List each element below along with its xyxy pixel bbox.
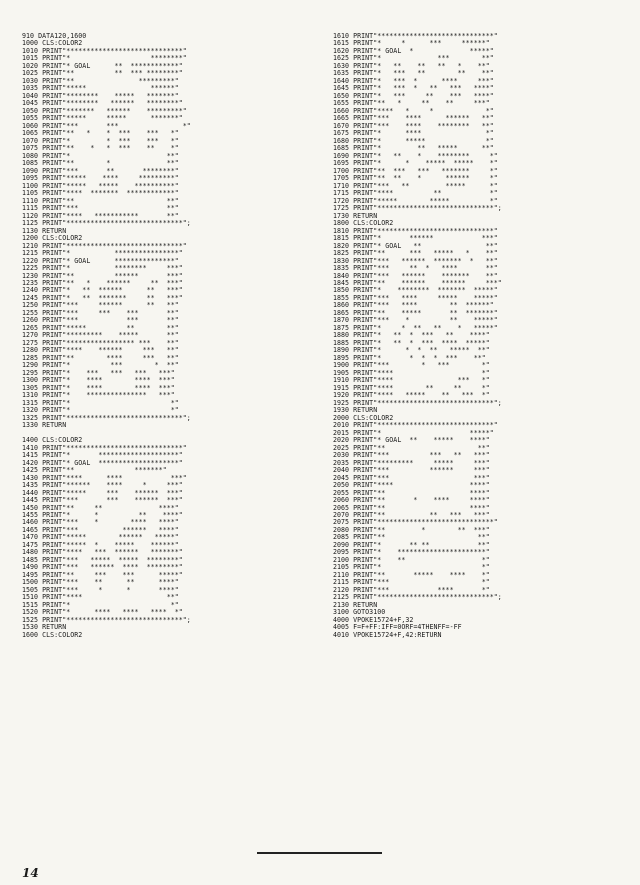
code-line: 1825 PRINT"** *** ***** * **"	[333, 249, 498, 258]
code-line: 1435 PRINT"****** **** * ***"	[22, 481, 183, 490]
code-line: 1010 PRINT"*****************************"	[22, 46, 187, 55]
code-line: 1470 PRINT"***** ****** *****"	[22, 533, 179, 542]
code-line: 1015 PRINT"* ********"	[22, 54, 187, 63]
code-line: 2130 RETURN	[333, 600, 378, 609]
code-line: 1225 PRINT"* ******** ***"	[22, 264, 183, 273]
code-line: 2080 PRINT"** * ** ***"	[333, 525, 490, 534]
code-line: 1730 RETURN	[333, 211, 378, 220]
code-line: 1325 PRINT"*****************************";	[22, 413, 191, 422]
code-line: 1680 PRINT"* ***** *"	[333, 136, 494, 145]
code-line: 1220 PRINT"* GOAL ***************"	[22, 256, 179, 265]
code-line: 2020 PRINT"* GOAL ** ***** ****"	[333, 436, 490, 445]
code-line: 1485 PRINT"*** ***** ***** ********"	[22, 555, 183, 564]
code-line: 1530 RETURN	[22, 623, 67, 632]
code-line: 1315 PRINT"* *"	[22, 398, 179, 407]
code-line: 1710 PRINT"*** ** ***** *"	[333, 181, 498, 190]
code-line: 1920 PRINT"**** ***** ** *** *"	[333, 391, 490, 400]
code-line: 1675 PRINT"* **** *"	[333, 129, 494, 138]
code-line: 1700 PRINT"** *** *** ******* *"	[333, 166, 498, 175]
code-line: 1650 PRINT"* *** ** *** ****"	[333, 91, 494, 100]
code-line: 1830 PRINT"*** ****** ******* * **"	[333, 256, 498, 265]
code-line: 1040 PRINT"******** ***** *******"	[22, 91, 179, 100]
code-line: 1050 PRINT"******* ****** *********"	[22, 106, 187, 115]
code-line: 1265 PRINT"***** ** **"	[22, 323, 179, 332]
code-line: 1330 RETURN	[22, 421, 67, 430]
code-line: 3100 GOTO3100	[333, 608, 386, 617]
code-line: 1440 PRINT"***** *** ****** ***"	[22, 488, 183, 497]
code-line: 2010 PRINT"*****************************"	[333, 421, 498, 430]
code-line: 1800 CLS:COLOR2	[333, 219, 394, 228]
code-line: 2090 PRINT"* ** ** **"	[333, 540, 490, 549]
code-line: 1400 CLS:COLOR2	[22, 436, 83, 445]
code-line: 1210 PRINT"*****************************"	[22, 241, 187, 250]
code-line: 1835 PRINT"*** ** * **** **"	[333, 264, 498, 273]
code-line: 2035 PRINT"********* ***** ***"	[333, 458, 490, 467]
code-line: 1215 PRINT"* ****************"	[22, 249, 183, 258]
code-line: 2120 PRINT"*** **** *"	[333, 585, 490, 594]
code-line: 1510 PRINT"**** **"	[22, 593, 179, 602]
code-line: 1045 PRINT"******** ****** ********"	[22, 99, 183, 108]
code-line: 1255 PRINT"*** *** *** **"	[22, 308, 179, 317]
code-line: 1820 PRINT"* GOAL ** **"	[333, 241, 498, 250]
code-line: 1645 PRINT"* *** * ** *** ****"	[333, 84, 494, 93]
code-line: 1125 PRINT"*****************************";	[22, 219, 191, 228]
code-line: 1090 PRINT"*** ** ********"	[22, 166, 179, 175]
code-line: 1075 PRINT"** * * *** ** *"	[22, 144, 179, 153]
code-line: 1525 PRINT"*****************************";	[22, 615, 191, 624]
code-line: 1625 PRINT"* *** **"	[333, 54, 494, 63]
code-line: 1845 PRINT"** ****** ****** ***"	[333, 278, 502, 287]
code-line: 1640 PRINT"* *** * **** ***"	[333, 76, 494, 85]
code-line: 1910 PRINT"**** *** *"	[333, 376, 490, 385]
code-line: 1120 PRINT"**** *********** **"	[22, 211, 179, 220]
code-line: 1245 PRINT"* ** ******* ** ***"	[22, 293, 183, 302]
code-line: 1420 PRINT"* GOAL ********************"	[22, 458, 183, 467]
code-line: 1865 PRINT"** ***** ** *******"	[333, 308, 498, 317]
code-line: 1490 PRINT"*** ****** **** ********"	[22, 563, 183, 572]
footer-rule	[257, 852, 382, 854]
code-line: 1860 PRINT"*** **** ** ******"	[333, 301, 494, 310]
code-line: 1295 PRINT"* *** *** *** ***"	[22, 368, 175, 377]
code-line: 4000 VPOKE15724+F,32	[333, 615, 414, 624]
code-line: 1130 RETURN	[22, 226, 67, 235]
code-line: 1065 PRINT"** * * *** *** *"	[22, 129, 179, 138]
code-line: 1890 PRINT"* * * ** ***** **"	[333, 346, 490, 355]
code-line: 1430 PRINT"**** **** ***"	[22, 473, 187, 482]
code-line: 1270 PRINT"********* ***** **"	[22, 331, 179, 340]
code-line: 1285 PRINT"** **** *** **"	[22, 353, 179, 362]
code-line: 1415 PRINT"* ********************"	[22, 451, 183, 460]
code-line: 1615 PRINT"* * *** ******"	[333, 39, 490, 48]
page-number: 14	[22, 866, 39, 880]
code-line: 2045 PRINT"*** ***"	[333, 473, 490, 482]
code-line: 2105 PRINT"* *"	[333, 563, 490, 572]
code-line: 2065 PRINT"** ****"	[333, 503, 490, 512]
code-line: 1715 PRINT"**** ** *"	[333, 189, 498, 198]
code-line: 1450 PRINT"** ** ****"	[22, 503, 179, 512]
code-line: 1600 CLS:COLOR2	[22, 630, 83, 639]
code-line: 1200 CLS:COLOR2	[22, 234, 83, 243]
code-line: 1020 PRINT"* GOAL ** ************"	[22, 61, 183, 70]
code-line: 1035 PRINT"***** ******"	[22, 84, 179, 93]
code-line: 1445 PRINT"*** *** ****** ***"	[22, 496, 183, 505]
code-line: 1505 PRINT"*** * * ****"	[22, 585, 179, 594]
code-line: 1520 PRINT"* **** **** **** *"	[22, 608, 183, 617]
code-line: 1070 PRINT"* * *** *** *"	[22, 136, 179, 145]
code-line: 2115 PRINT"*** *"	[333, 578, 490, 587]
code-line: 2055 PRINT"** ****"	[333, 488, 490, 497]
code-line: 1885 PRINT"* ** * *** **** *****"	[333, 338, 490, 347]
code-line: 2100 PRINT"* ** *"	[333, 555, 490, 564]
code-line: 1900 PRINT"*** * *** *"	[333, 361, 490, 370]
code-line: 1410 PRINT"*****************************"	[22, 443, 187, 452]
code-line: 1110 PRINT"** **"	[22, 196, 179, 205]
code-line: 1085 PRINT"** * **"	[22, 159, 179, 168]
code-line: 1055 PRINT"***** ***** *******"	[22, 114, 183, 123]
code-line: 1925 PRINT"*****************************";	[333, 398, 502, 407]
code-line: 1250 PRINT"*** ****** ** **"	[22, 301, 179, 310]
code-line: 1300 PRINT"* **** **** ***"	[22, 376, 175, 385]
code-line: 1500 PRINT"*** ** ** ****"	[22, 578, 179, 587]
code-line: 1275 PRINT"***************** *** **"	[22, 338, 179, 347]
code-line: 1230 PRINT"** ****** ***"	[22, 271, 183, 280]
code-line: 1460 PRINT"*** * **** ****"	[22, 518, 179, 527]
code-line: 910 DATA120,1600	[22, 32, 87, 40]
code-line: 1480 PRINT"**** *** ****** *******"	[22, 548, 183, 557]
code-line: 1690 PRINT"* ** * ******** *"	[333, 151, 498, 160]
code-line: 1720 PRINT"***** ***** *"	[333, 196, 498, 205]
code-line: 1305 PRINT"* **** **** ***"	[22, 383, 175, 392]
code-line: 1115 PRINT"*** **"	[22, 204, 179, 213]
code-line: 2030 PRINT"*** *** ** ***"	[333, 451, 490, 460]
code-line: 1080 PRINT"* **"	[22, 151, 179, 160]
code-line: 1280 PRINT"**** ****** *** **"	[22, 346, 179, 355]
code-line: 1880 PRINT"* ** * *** ** ****"	[333, 331, 490, 340]
code-line: 1235 PRINT"** * ****** ** ***"	[22, 278, 183, 287]
code-line: 1870 PRINT"*** * ** *****"	[333, 316, 498, 325]
code-line: 1095 PRINT"***** **** *********"	[22, 174, 179, 183]
code-line: 2060 PRINT"** * **** ****"	[333, 496, 490, 505]
code-line: 1895 PRINT"* * * * *** **"	[333, 353, 486, 362]
code-line: 1290 PRINT"* *** * **"	[22, 361, 179, 370]
code-line: 1670 PRINT"*** **** ******** **"	[333, 121, 494, 130]
code-line: 2075 PRINT"*****************************"	[333, 518, 498, 527]
code-line: 2050 PRINT"**** ****"	[333, 481, 490, 490]
code-line: 1630 PRINT"* ** ** ** * **"	[333, 61, 490, 70]
code-line: 1610 PRINT"*****************************"	[333, 32, 498, 40]
code-line: 1025 PRINT"** ** *** ********"	[22, 69, 183, 78]
code-line: 1930 RETURN	[333, 406, 378, 415]
code-line: 1240 PRINT"* ** ****** ** ***"	[22, 286, 183, 295]
code-line: 1695 PRINT"* * ***** ***** *"	[333, 159, 498, 168]
code-line: 1495 PRINT"** *** *** *****"	[22, 570, 183, 579]
code-line: 1310 PRINT"* *************** ***"	[22, 391, 175, 400]
code-line: 1905 PRINT"**** *"	[333, 368, 490, 377]
code-line: 1465 PRINT"*** ****** ****"	[22, 525, 179, 534]
code-line: 1515 PRINT"* *"	[22, 600, 179, 609]
code-line: 1635 PRINT"* *** ** ** **"	[333, 69, 494, 78]
code-line: 1705 PRINT"** ** * ****** *"	[333, 174, 498, 183]
code-line: 1425 PRINT"** *******"	[22, 466, 167, 475]
code-line: 1030 PRINT"** *********"	[22, 76, 179, 85]
code-line: 1000 CLS:COLOR2	[22, 39, 83, 48]
listing-column-right	[333, 33, 502, 639]
code-line: 1660 PRINT"**** * * *"	[333, 106, 494, 115]
code-line: 1685 PRINT"* ** ***** **"	[333, 144, 494, 153]
code-line: 1840 PRINT"*** ****** ******* **"	[333, 271, 498, 280]
code-line: 2000 CLS:COLOR2	[333, 413, 394, 422]
code-line: 1810 PRINT"*****************************"	[333, 226, 498, 235]
code-line: 4010 VPOKE15724+F,42:RETURN	[333, 630, 442, 639]
code-line: 2040 PRINT"*** ****** ***"	[333, 466, 490, 475]
code-line: 1320 PRINT"* *"	[22, 406, 179, 415]
code-line: 2085 PRINT"** **"	[333, 533, 490, 542]
code-line: 1100 PRINT"***** ***** **********"	[22, 181, 179, 190]
code-line: 1260 PRINT"*** *** **"	[22, 316, 179, 325]
code-line: 2125 PRINT"*****************************";	[333, 593, 502, 602]
code-line: 4005 F=F+FF:IFF=0ORF=4THENFF=-FF	[333, 623, 462, 632]
code-line: 2015 PRINT"* *****"	[333, 428, 494, 437]
code-line: 1455 PRINT"* * ** ****"	[22, 511, 183, 519]
code-line: 2025 PRINT"** **"	[333, 443, 490, 452]
code-line: 1725 PRINT"*****************************";	[333, 204, 502, 213]
code-line: 1060 PRINT"*** *** *"	[22, 121, 191, 130]
code-line: 1855 PRINT"*** **** ***** *****"	[333, 293, 498, 302]
code-line: 1665 PRINT"*** **** ****** **"	[333, 114, 494, 123]
code-line: 1875 PRINT"* * ** ** * *****"	[333, 323, 498, 332]
code-line: 1850 PRINT"* ******** ******* *****"	[333, 286, 498, 295]
code-line: 1915 PRINT"**** ** ** *"	[333, 383, 490, 392]
code-line: 2095 PRINT"* **********************"	[333, 548, 490, 557]
code-line: 1105 PRINT"**** ******* ************"	[22, 189, 179, 198]
code-line: 1620 PRINT"* GOAL * *****"	[333, 46, 494, 55]
code-line: 1475 PRINT"***** * ***** ******"	[22, 540, 179, 549]
code-line: 2110 PRINT"** ***** **** *"	[333, 570, 490, 579]
code-line: 2070 PRINT"** ** *** ***"	[333, 511, 490, 519]
code-line: 1655 PRINT"** * ** ** ***"	[333, 99, 490, 108]
code-line: 1815 PRINT"* ****** ***"	[333, 234, 498, 243]
listing-column-left	[22, 33, 191, 639]
